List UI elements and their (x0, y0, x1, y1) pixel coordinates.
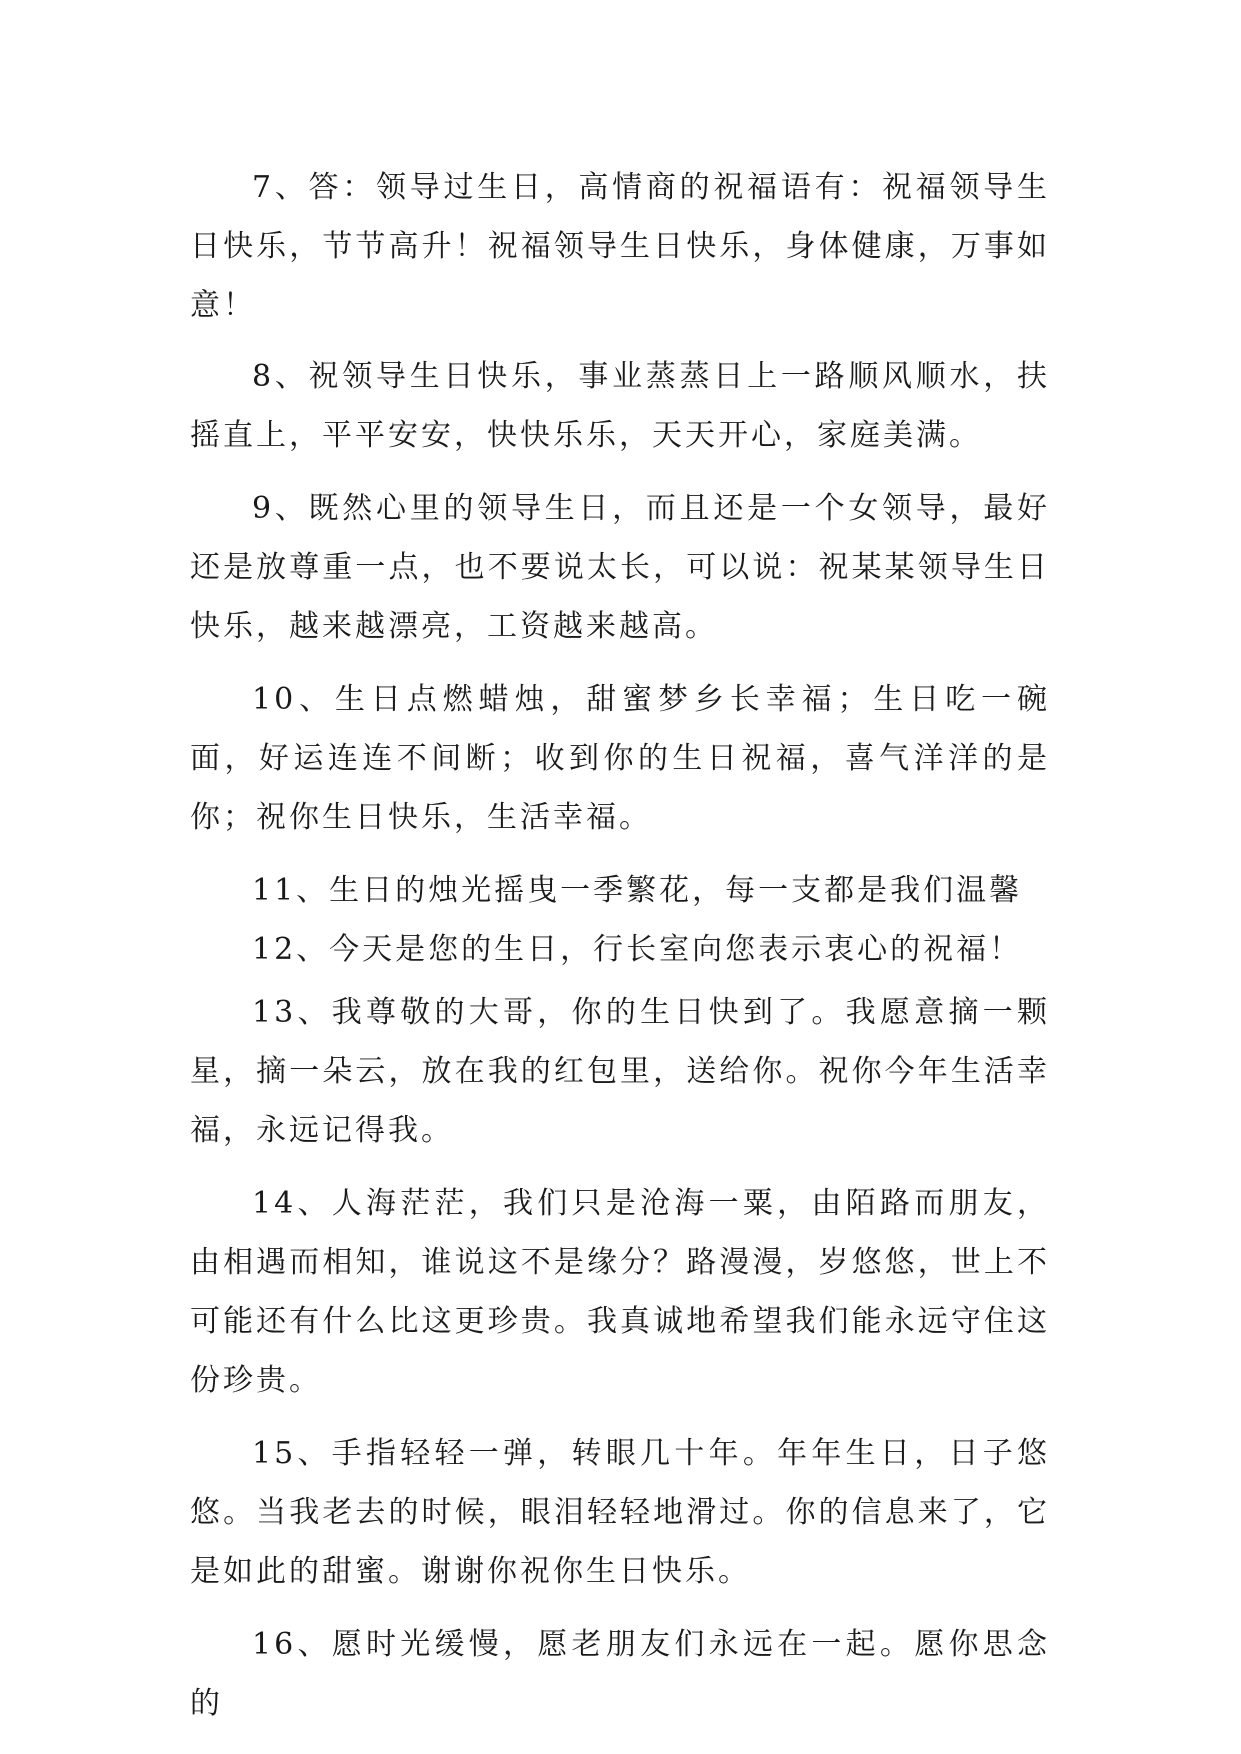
paragraph-13: 13、我尊敬的大哥，你的生日快到了。我愿意摘一颗星，摘一朵云，放在我的红包里，送给你。祝你今年生活幸福，永远记得我。 (190, 995, 1050, 1148)
paragraph-8: 8、祝领导生日快乐，事业蒸蒸日上一路顺风顺水，扶摇直上，平平安安，快快乐乐，天天开心，家庭美满。 (190, 359, 1050, 453)
paragraph-10: 10、生日点燃蜡烛，甜蜜梦乡长幸福；生日吃一碗面，好运连连不间断；收到你的生日祝福，喜气洋洋的是你；祝你生日快乐，生活幸福。 (190, 682, 1050, 835)
paragraph-15: 15、手指轻轻一弹，转眼几十年。年年生日，日子悠悠。当我老去的时候，眼泪轻轻地滑过。你的信息来了，它是如此的甜蜜。谢谢你祝你生日快乐。 (190, 1436, 1050, 1589)
paragraph-11: 11、生日的烛光摇曳一季繁花，每一支都是我们温馨 (252, 873, 1023, 908)
paragraph-7: 7、答：领导过生日，高情商的祝福语有：祝福领导生日快乐，节节高升！祝福领导生日快乐，身体健康，万事如意！ (190, 170, 1050, 323)
paragraph-16: 16、愿时光缓慢，愿老朋友们永远在一起。愿你思念的 (190, 1627, 1050, 1721)
paragraph-9: 9、既然心里的领导生日，而且还是一个女领导，最好还是放尊重一点，也不要说太长，可以说：祝某某领导生日快乐，越来越漂亮，工资越来越高。 (190, 491, 1050, 644)
paragraph-14: 14、人海茫茫，我们只是沧海一粟，由陌路而朋友，由相遇而相知，谁说这不是缘分？路漫漫，岁悠悠，世上不可能还有什么比这更珍贵。我真诚地希望我们能永远守住这份珍贵。 (190, 1186, 1050, 1398)
paragraph-12: 12、今天是您的生日，行长室向您表示衷心的祝福！ (252, 932, 1023, 967)
document-body (190, 158, 1050, 1747)
